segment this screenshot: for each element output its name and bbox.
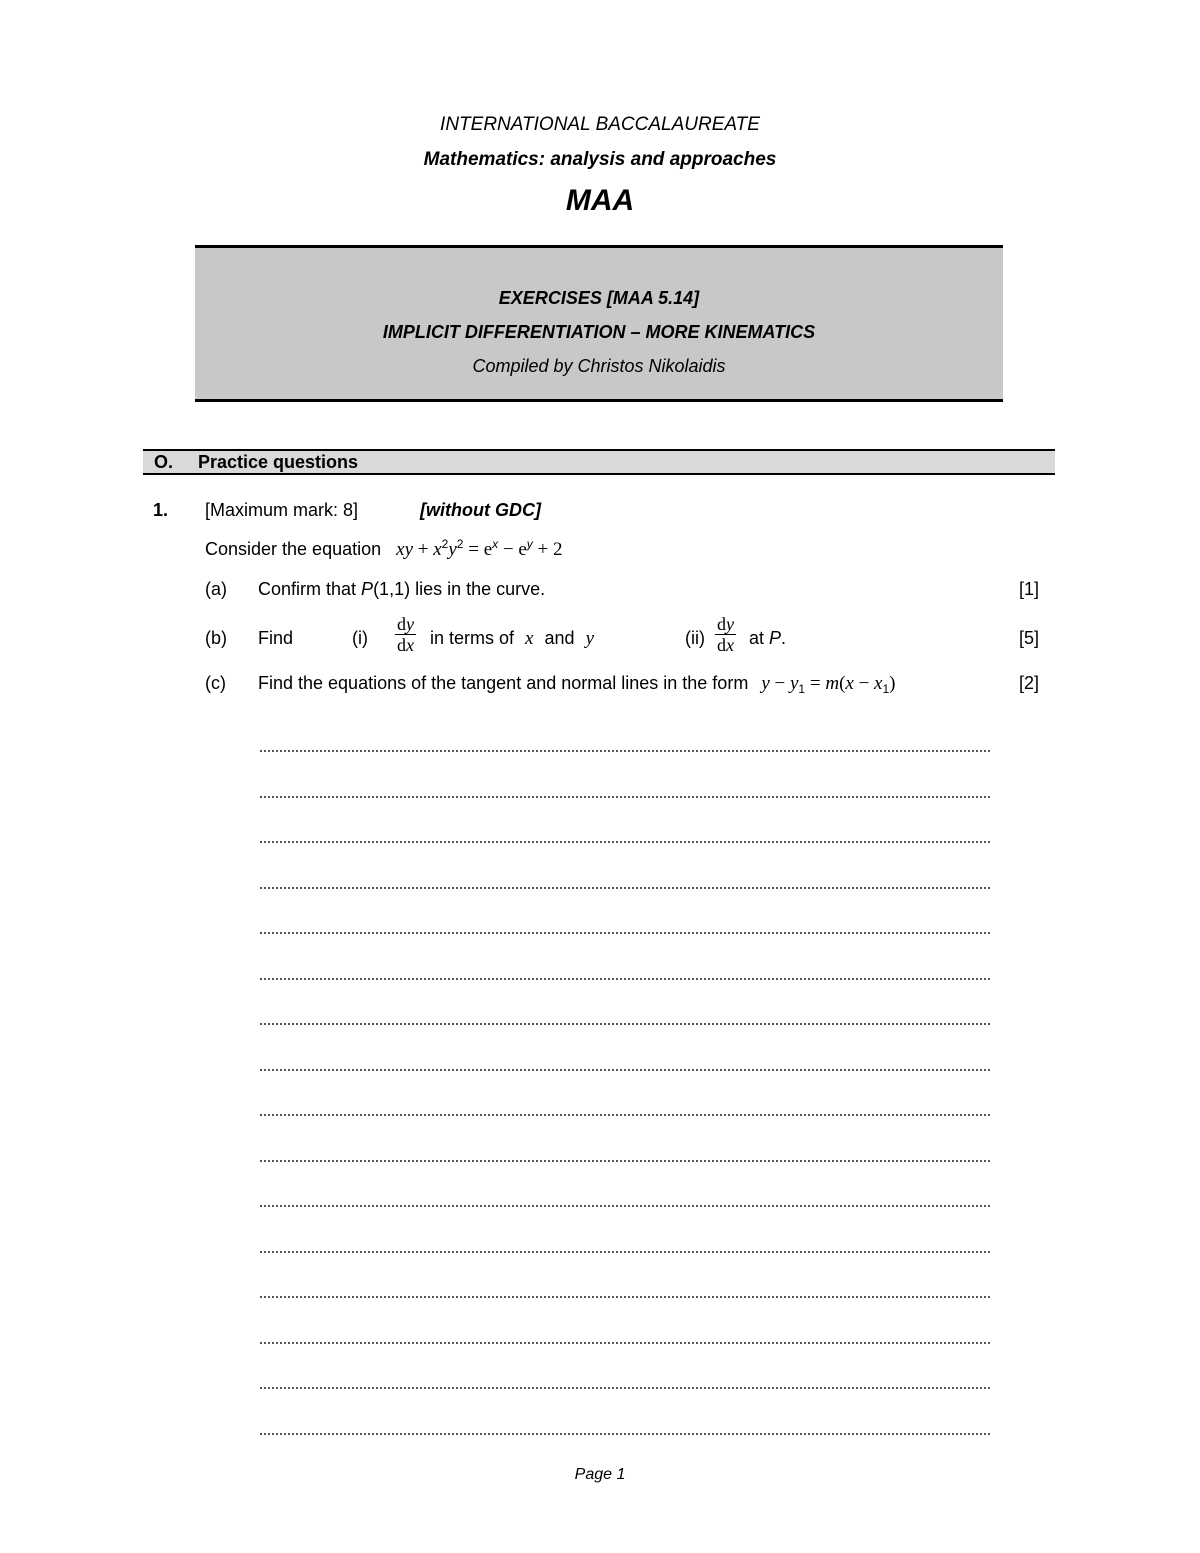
exercises-title: EXERCISES [MAA 5.14] xyxy=(498,288,700,308)
max-mark: [Maximum mark: 8] xyxy=(205,500,359,520)
part-b-i-label: (i) xyxy=(352,628,368,648)
answer-line[interactable] xyxy=(260,1023,990,1025)
answer-line[interactable] xyxy=(260,1296,990,1298)
topic-title: IMPLICIT DIFFERENTIATION – MORE KINEMATICS xyxy=(382,322,816,342)
question-intro xyxy=(205,539,563,561)
part-b-i-text: in terms of x and y xyxy=(430,628,594,649)
part-c-label: (c) xyxy=(205,673,226,693)
part-a-marks: [1] xyxy=(1018,579,1039,599)
part-c-marks: [2] xyxy=(1018,673,1039,693)
line-form-equation: $y - y_1 = m(x - x_1)$ xyxy=(761,673,896,696)
answer-line[interactable] xyxy=(260,1114,990,1116)
part-b-ii-text: at P. xyxy=(749,628,787,648)
part-b-find: Find xyxy=(258,628,294,648)
answer-line[interactable] xyxy=(260,1433,990,1435)
answer-line[interactable] xyxy=(260,978,990,980)
derivative-dydx-ii: $\frac{dy}{dx}$ xyxy=(717,614,734,655)
answer-line[interactable] xyxy=(260,1160,990,1162)
part-b-marks: [5] xyxy=(1018,628,1039,648)
intro-text: Consider the equation xyxy=(205,539,382,559)
section-number: O. xyxy=(154,452,174,472)
part-c-text: Find the equations of the tangent and normal lines in the form $y - y_1 = m(x - x_1)$ xyxy=(258,673,896,696)
gdc-note: [without GDC] xyxy=(420,500,541,520)
derivative-dydx-i: $\frac{dy}{dx}$ xyxy=(397,614,414,655)
part-a-text: Confirm that P(1,1) lies in the curve. xyxy=(258,579,546,599)
part-b-label: (b) xyxy=(205,628,227,648)
page-number: Page 1 xyxy=(574,1466,626,1483)
answer-line[interactable] xyxy=(260,887,990,889)
answer-line[interactable] xyxy=(260,1251,990,1253)
question-number: 1. xyxy=(153,500,169,520)
part-b-ii-label: (ii) xyxy=(685,628,705,648)
answer-line[interactable] xyxy=(260,932,990,934)
answer-line[interactable] xyxy=(260,1387,990,1389)
section-header xyxy=(143,449,1055,475)
answer-line[interactable] xyxy=(260,796,990,798)
organization-heading: INTERNATIONAL BACCALAUREATE xyxy=(440,114,760,135)
answer-line[interactable] xyxy=(260,1205,990,1207)
section-title: Practice questions xyxy=(198,452,359,472)
course-code: MAA xyxy=(565,184,635,217)
part-a-label: (a) xyxy=(205,579,227,599)
compiler-credit: Compiled by Christos Nikolaidis xyxy=(472,356,726,376)
answer-line[interactable] xyxy=(260,841,990,843)
subject-heading: Mathematics: analysis and approaches xyxy=(423,149,777,170)
title-box xyxy=(195,245,1003,402)
answer-line[interactable] xyxy=(260,1342,990,1344)
answer-line[interactable] xyxy=(260,750,990,752)
equation: xy + $x^2y^2 = e^x - e^y + 2$ xyxy=(396,537,563,560)
answer-line[interactable] xyxy=(260,1069,990,1071)
